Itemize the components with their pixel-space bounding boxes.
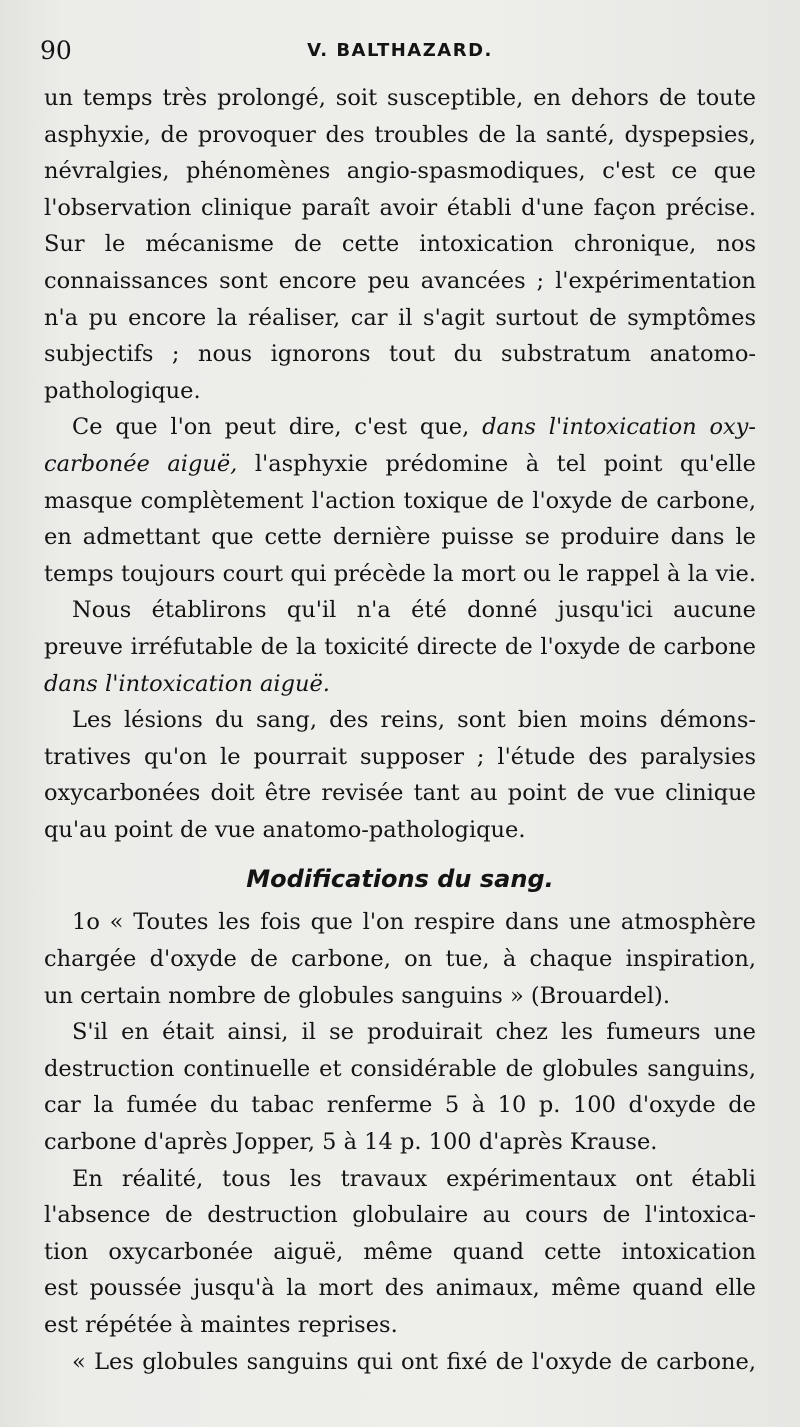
text-line: un temps très prolongé, soit susceptible, en dehors de toute	[44, 85, 756, 111]
text-line: destruction continuelle et considérable de globules sanguins,	[44, 1055, 756, 1082]
text-line: tion oxycarbonée aiguë, même quand cette intoxication	[44, 1238, 756, 1265]
text-line	[44, 409, 756, 446]
paragraph-2	[44, 409, 756, 592]
text-line: car la fumée du tabac renferme 5 à 10 p. 100 d'oxyde de	[44, 1092, 756, 1119]
paragraph-8	[44, 1344, 756, 1381]
text-line: qu'au point de vue anatomo-pathologique.	[44, 816, 526, 843]
text-line: oxycarbonées doit être revisée tant au point de vue clinique	[44, 780, 756, 807]
paragraph-4	[44, 702, 756, 848]
text-line	[44, 446, 756, 483]
text-line: Sur le mécanisme de cette intoxication chronique, nos	[44, 231, 756, 258]
text-line: n'a pu encore la réaliser, car il s'agit surtout de symptômes	[44, 304, 756, 331]
text-line: temps toujours court qui précède la mort ou le rappel à la vie.	[44, 560, 756, 587]
paragraph-7	[44, 1161, 756, 1344]
page-number: 90	[40, 36, 72, 65]
text-line: est répétée à maintes reprises.	[44, 1312, 398, 1338]
running-head: V. BALTHAZARD.	[307, 40, 493, 61]
paragraph-6	[44, 1014, 756, 1160]
body-text	[44, 80, 756, 1380]
text-line: un certain nombre de globules sanguins » (Brouardel).	[44, 982, 670, 1009]
text-line: névralgies, phénomènes angio-spasmodiques, c'est ce que	[44, 158, 756, 185]
text-line: subjectifs ; nous ignorons tout du substratum anatomo-	[44, 341, 756, 368]
page-header	[40, 36, 760, 76]
section-heading: Modifications du sang.	[246, 865, 554, 894]
paragraph-3	[44, 592, 756, 702]
text-span: Ce que l'on peut dire, c'est que,	[72, 414, 483, 441]
text-line: connaissances sont encore peu avancées ; l'expérimentation	[44, 267, 756, 294]
text-line: Nous établirons qu'il n'a été donné jusqu'ici aucune	[72, 597, 756, 624]
text-line: asphyxie, de provoquer des troubles de la santé, dyspepsies,	[44, 121, 756, 148]
text-line: pathologique.	[44, 377, 201, 404]
paragraph-1	[44, 80, 756, 409]
text-line: S'il en était ainsi, il se produirait chez les fumeurs une	[72, 1019, 756, 1046]
text-line: tratives qu'on le pourrait supposer ; l'étude des paralysies	[44, 743, 756, 770]
text-line: preuve irréfutable de la toxicité directe de l'oxyde de carbone	[44, 633, 756, 660]
italic-span: dans l'intoxication oxy-	[482, 414, 756, 441]
text-line: en admettant que cette dernière puisse se produire dans le	[44, 524, 756, 551]
text-line: masque complètement l'action toxique de l'oxyde de carbone,	[44, 487, 756, 514]
paragraph-5	[44, 904, 756, 1014]
text-line: Les lésions du sang, des reins, sont bien moins démons-	[72, 707, 756, 734]
text-line: 1o « Toutes les fois que l'on respire dans une atmosphère	[72, 909, 756, 936]
text-line: chargée d'oxyde de carbone, on tue, à chaque inspiration,	[44, 946, 756, 973]
text-line: est poussée jusqu'à la mort des animaux, même quand elle	[44, 1275, 756, 1302]
italic-span: dans l'intoxication aiguë.	[44, 670, 330, 697]
text-line	[44, 666, 756, 703]
italic-span: carbonée aiguë,	[44, 450, 238, 477]
text-line: l'absence de destruction globulaire au cours de l'intoxica-	[44, 1202, 756, 1229]
text-line: En réalité, tous les travaux expérimentaux ont établi	[72, 1165, 756, 1192]
text-line: carbone d'après Jopper, 5 à 14 p. 100 d'après Krause.	[44, 1129, 658, 1156]
text-line: « Les globules sanguins qui ont fixé de l'oxyde de carbone,	[72, 1348, 756, 1375]
text-span: l'asphyxie prédomine à tel point qu'elle	[237, 450, 757, 477]
text-line: l'observation clinique paraît avoir établi d'une façon précise.	[44, 194, 756, 221]
